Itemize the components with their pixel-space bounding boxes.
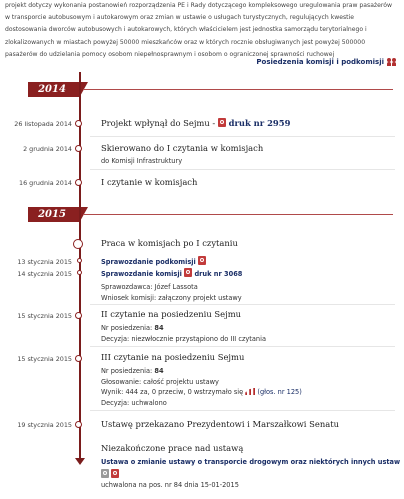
druk-link[interactable]: druk nr 2959 <box>228 118 291 128</box>
event-title: Niezakończone prace nad ustawą <box>101 443 244 453</box>
subcommittee-report: Sprawozdanie podkomisji <box>101 256 206 266</box>
event-date: 19 stycznia 2015 <box>17 421 72 429</box>
year-badge-2015: 2015 <box>28 207 76 222</box>
project-description: projekt dotyczy wykonania postanowień rozporządzenia PE i Rady dotyczącego kompleksowego uregulowania praw pasażerów w transporcie autobusowym i autokarowym oraz zmian w ustawie o usługach turystycznych, regulujących kwestie dostosowania dworców autobusowych i autokarowych, których właścicielem jest jednostka samorządu terytorialnego i zlokalizowanych w miastach powyżej 50000 mieszkańców oraz w których rocznie obsługiwanych jest powyżej 500000 pasażerów do udzielania pomocy osobom niepełnosprawnym i osobom o ograniczonej sprawności ruchowej <box>5 2 392 58</box>
event-date: 14 stycznia 2015 <box>17 270 72 278</box>
committees-link-label[interactable]: Posiedzenia komisji i podkomisji <box>256 58 384 66</box>
event-date: 2 grudnia 2014 <box>23 145 72 153</box>
timeline-dot <box>75 179 82 186</box>
event-date: 15 stycznia 2015 <box>17 312 72 320</box>
vote-link[interactable]: (głos. nr 125) <box>257 388 302 396</box>
year-divider <box>83 214 393 215</box>
chart-icon[interactable] <box>245 388 255 395</box>
separator <box>90 304 395 305</box>
event-title: II czytanie na posiedzeniu Sejmu <box>101 309 242 319</box>
timeline-dot <box>75 421 82 428</box>
rapporteur: Sprawozdawca: Józef Lassota <box>101 283 198 291</box>
event-date: 26 listopada 2014 <box>14 120 72 128</box>
separator <box>90 136 395 137</box>
law-icons <box>101 469 119 479</box>
event-date: 16 grudnia 2014 <box>19 179 72 187</box>
event-title: III czytanie na posiedzeniu Sejmu <box>101 352 245 362</box>
separator <box>90 346 395 347</box>
committees-link[interactable] <box>256 58 397 66</box>
druk-link[interactable]: druk nr 3068 <box>194 270 243 278</box>
sitting-number: Nr posiedzenia: 84 <box>101 324 164 332</box>
year-badge-2014: 2014 <box>28 82 76 97</box>
pdf-icon[interactable] <box>218 118 226 127</box>
timeline-dot-open <box>73 239 83 249</box>
decision: Decyzja: uchwalono <box>101 399 167 407</box>
timeline-arrow-icon <box>75 458 85 465</box>
timeline-dot <box>75 355 82 362</box>
separator <box>90 169 395 170</box>
pdf-icon[interactable] <box>184 268 192 277</box>
vote-subject: Głosowanie: całość projektu ustawy <box>101 378 219 386</box>
document-icon[interactable] <box>101 469 109 478</box>
timeline-dot-small <box>77 258 82 263</box>
sitting-number: Nr posiedzenia: 84 <box>101 367 164 375</box>
law-link[interactable]: Ustawa o zmianie ustawy o transporcie drogowym oraz niektórych innych ustaw <box>101 458 401 466</box>
separator <box>90 410 395 411</box>
event-title: Praca w komisjach po I czytaniu <box>101 238 238 248</box>
decision: Decyzja: niezwłocznie przystąpiono do III czytania <box>101 335 266 343</box>
event-title: Projekt wpłynął do Sejmu - druk nr 2959 <box>101 118 291 128</box>
timeline-dot <box>75 145 82 152</box>
timeline-line <box>79 72 81 462</box>
timeline-dot <box>75 312 82 319</box>
timeline-dot <box>75 120 82 127</box>
pdf-icon[interactable] <box>198 256 206 265</box>
event-title: Skierowano do I czytania w komisjach <box>101 143 264 153</box>
pdf-icon[interactable] <box>111 469 119 478</box>
committee-motion: Wniosek komisji: załączony projekt ustawy <box>101 294 242 302</box>
people-icon <box>387 58 397 66</box>
event-title: Ustawę przekazano Prezydentowi i Marszałkowi Senatu <box>101 419 339 429</box>
event-date: 13 stycznia 2015 <box>17 258 72 266</box>
event-title: I czytanie w komisjach <box>101 177 198 187</box>
year-divider <box>83 89 393 90</box>
timeline-dot-small <box>77 270 82 275</box>
event-subtitle: do Komisji Infrastruktury <box>101 157 183 165</box>
committee-report: Sprawozdanie komisji druk nr 3068 <box>101 270 243 278</box>
law-passed: uchwalona na pos. nr 84 dnia 15-01-2015 <box>101 481 239 489</box>
vote-result: Wynik: 444 za, 0 przeciw, 0 wstrzymało się (głos. nr 125) <box>101 388 302 396</box>
event-date: 15 stycznia 2015 <box>17 355 72 363</box>
